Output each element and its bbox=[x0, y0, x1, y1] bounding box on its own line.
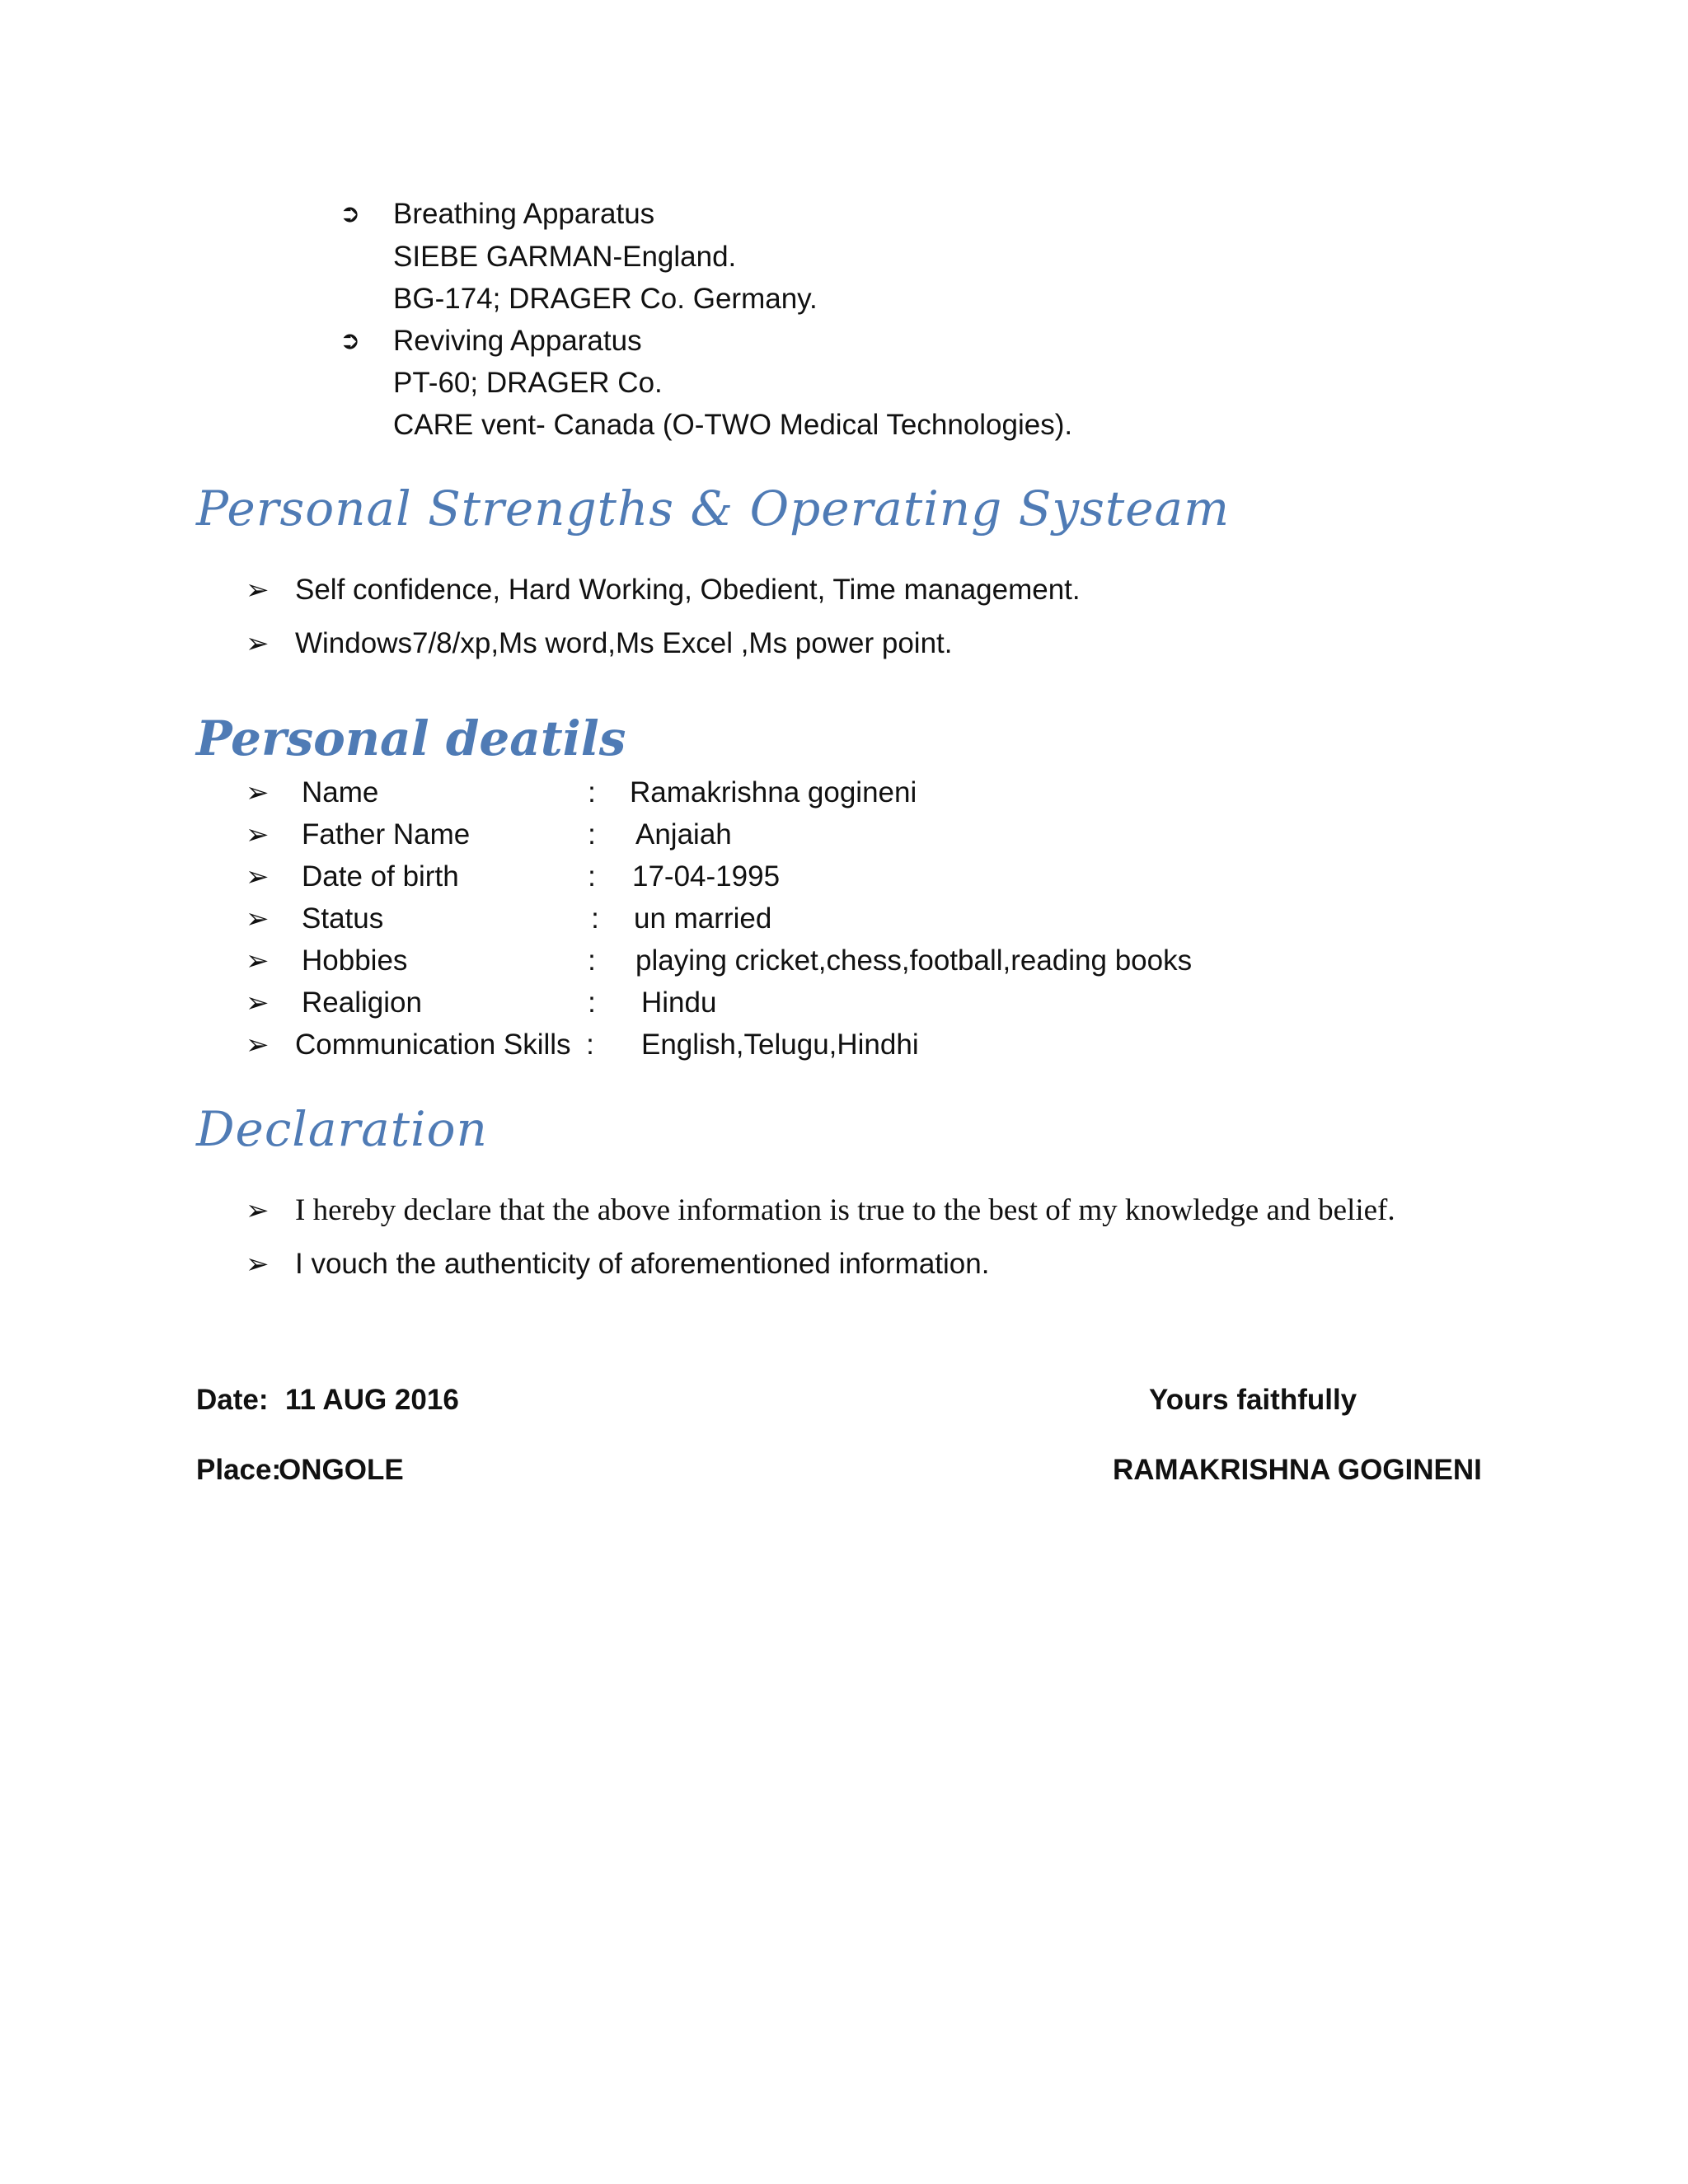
detail-value: un married bbox=[634, 902, 772, 935]
section-heading: Personal Strengths & Operating Systeam bbox=[196, 480, 1231, 537]
detail-value: Ramakrishna gogineni bbox=[630, 776, 917, 808]
declaration-item: I vouch the authenticity of aforementioned information. bbox=[295, 1248, 990, 1280]
detail-value: Anjaiah bbox=[635, 818, 732, 851]
equipment-line: BG-174; DRAGER Co. Germany. bbox=[393, 283, 818, 315]
detail-label: Date of birth bbox=[302, 860, 459, 893]
arrow-bullet-icon: ➢ bbox=[246, 944, 270, 977]
equipment-title: Reviving Apparatus bbox=[393, 325, 642, 357]
strength-item: Self confidence, Hard Working, Obedient, Time management. bbox=[295, 574, 1081, 606]
arrow-bullet-icon: ➢ bbox=[246, 776, 270, 809]
equipment-title: Breathing Apparatus bbox=[393, 198, 655, 230]
detail-label: Hobbies bbox=[302, 944, 408, 977]
detail-label: Realigion bbox=[302, 987, 422, 1019]
detail-colon: : bbox=[588, 860, 596, 893]
circle-arrow-bullet-icon: ➲ bbox=[340, 326, 361, 355]
arrow-bullet-icon: ➢ bbox=[246, 1194, 270, 1227]
detail-value: English,Telugu,Hindhi bbox=[641, 1029, 919, 1061]
detail-value: Hindu bbox=[641, 987, 717, 1019]
declaration-item: I hereby declare that the above information is true to the best of my knowledge and belief. bbox=[295, 1193, 1395, 1227]
strength-item: Windows7/8/xp,Ms word,Ms Excel ,Ms power point. bbox=[295, 627, 953, 659]
arrow-bullet-icon: ➢ bbox=[246, 574, 270, 607]
section-heading: Declaration bbox=[196, 1101, 488, 1157]
detail-colon: : bbox=[588, 818, 596, 851]
place-label: Place: bbox=[196, 1454, 282, 1486]
detail-label: Status bbox=[302, 902, 384, 935]
date-label: Date: bbox=[196, 1384, 269, 1416]
detail-colon: : bbox=[588, 987, 596, 1019]
arrow-bullet-icon: ➢ bbox=[246, 1029, 270, 1062]
detail-colon: : bbox=[591, 902, 599, 935]
arrow-bullet-icon: ➢ bbox=[246, 818, 270, 851]
arrow-bullet-icon: ➢ bbox=[246, 860, 270, 893]
equipment-line: SIEBE GARMAN-England. bbox=[393, 241, 737, 273]
arrow-bullet-icon: ➢ bbox=[246, 987, 270, 1019]
detail-colon: : bbox=[588, 776, 596, 808]
detail-colon: : bbox=[588, 944, 596, 977]
arrow-bullet-icon: ➢ bbox=[246, 902, 270, 935]
place-value: ONGOLE bbox=[279, 1454, 404, 1486]
detail-value: 17-04-1995 bbox=[632, 860, 781, 893]
detail-label: Name bbox=[302, 776, 379, 808]
detail-value: playing cricket,chess,football,reading books bbox=[635, 944, 1193, 977]
detail-label: Father Name bbox=[302, 818, 471, 851]
arrow-bullet-icon: ➢ bbox=[246, 1248, 270, 1281]
circle-arrow-bullet-icon: ➲ bbox=[340, 199, 361, 228]
signature-name: RAMAKRISHNA GOGINENI bbox=[1113, 1454, 1482, 1486]
closing-text: Yours faithfully bbox=[1149, 1384, 1357, 1416]
equipment-line: CARE vent- Canada (O-TWO Medical Technologies). bbox=[393, 409, 1073, 441]
detail-label: Communication Skills bbox=[295, 1029, 571, 1061]
arrow-bullet-icon: ➢ bbox=[246, 627, 270, 660]
section-heading: Personal deatils bbox=[196, 710, 626, 766]
date-value: 11 AUG 2016 bbox=[285, 1384, 459, 1416]
equipment-line: PT-60; DRAGER Co. bbox=[393, 367, 663, 399]
detail-colon: : bbox=[586, 1029, 594, 1061]
